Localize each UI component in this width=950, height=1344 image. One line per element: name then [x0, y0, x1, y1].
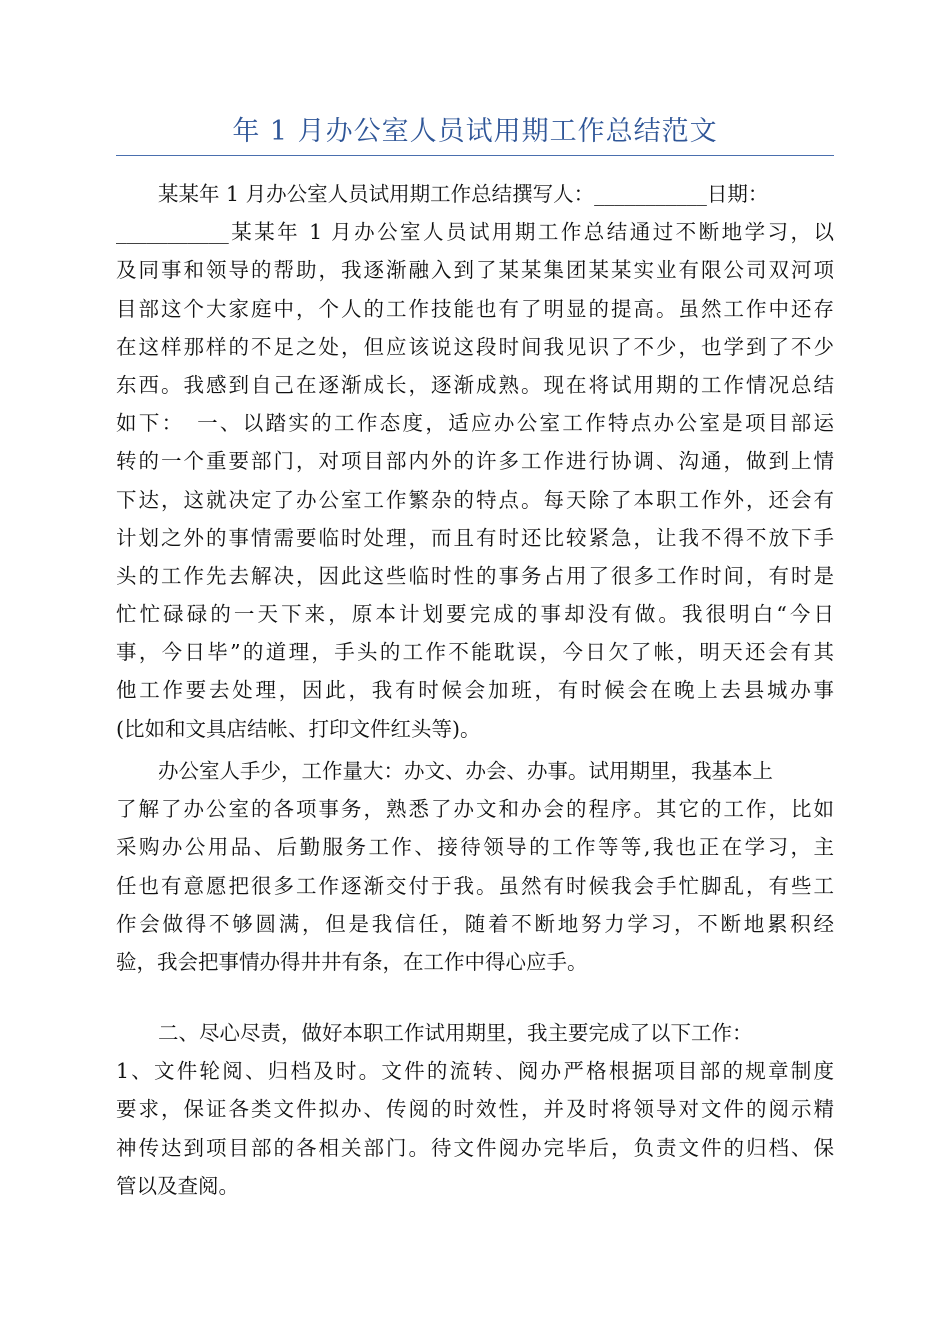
- text-line: 管以及查阅。: [116, 1173, 239, 1198]
- document-title: 年 1 月办公室人员试用期工作总结范文: [232, 116, 718, 147]
- paragraph-2: [116, 752, 834, 981]
- text-line: 忙忙碌碌的一天下来，原本计划要完成的事却没有做。我很明白“今日: [116, 602, 834, 627]
- text-line: 神传达到项目部的各相关部门。待文件阅办完毕后，负责文件的归档、保: [116, 1135, 834, 1160]
- text-line: 下达，这就决定了办公室工作繁杂的特点。每天除了本职工作外，还会有: [116, 487, 834, 512]
- text-line: (比如和文具店结帐、打印文件红头等)。: [116, 716, 481, 741]
- text-line: 作会做得不够圆满，但是我信任，随着不断地努力学习，不断地累积经: [116, 911, 834, 936]
- text-line: 东西。我感到自己在逐渐成长，逐渐成熟。现在将试用期的工作情况总结: [116, 372, 834, 397]
- paragraph-1: [116, 175, 834, 748]
- text-line: 了解了办公室的各项事务，熟悉了办文和办会的程序。其它的工作，比如: [116, 797, 834, 822]
- text-line: 转的一个重要部门，对项目部内外的许多工作进行协调、沟通，做到上情: [116, 449, 834, 474]
- paragraph-3: [116, 1014, 834, 1205]
- text-line: 及同事和领导的帮助，我逐渐融入到了某某集团某某实业有限公司双河项: [116, 258, 834, 283]
- text-line: 二、尽心尽责，做好本职工作试用期里，我主要完成了以下工作：: [158, 1021, 753, 1045]
- text-line: 某某年 1 月办公室人员试用期工作总结撰写人：___________日期：: [158, 182, 769, 206]
- text-line: 他工作要去处理，因此，我有时候会加班，有时候会在晚上去县城办事: [116, 678, 834, 703]
- text-line: 1、文件轮阅、归档及时。文件的流转、阅办严格根据项目部的规章制度: [116, 1059, 834, 1084]
- text-line: 在这样那样的不足之处，但应该说这段时间我见识了不少，也学到了不少: [116, 334, 834, 359]
- text-line: 事，今日毕”的道理，手头的工作不能耽误，今日欠了帐，明天还会有其: [116, 640, 834, 665]
- text-line: 要求，保证各类文件拟办、传阅的时效性，并及时将领导对文件的阅示精: [116, 1097, 834, 1122]
- text-line: 目部这个大家庭中，个人的工作技能也有了明显的提高。虽然工作中还存: [116, 296, 834, 321]
- text-line: 任也有意愿把很多工作逐渐交付于我。虽然有时候我会手忙脚乱，有些工: [116, 873, 834, 898]
- text-line: 采购办公用品、后勤服务工作、接待领导的工作等等,我也正在学习，主: [116, 835, 834, 860]
- title-underline: [116, 155, 834, 156]
- text-line: ___________某某年 1 月办公室人员试用期工作总结通过不断地学习，以: [116, 220, 834, 245]
- text-line: 头的工作先去解决，因此这些临时性的事务占用了很多工作时间，有时是: [116, 563, 834, 588]
- text-line: 验，我会把事情办得井井有条，在工作中得心应手。: [116, 949, 588, 974]
- text-line: 如下： 一、以踏实的工作态度，适应办公室工作特点办公室是项目部运: [116, 411, 834, 436]
- text-line: 计划之外的事情需要临时处理，而且有时还比较紧急，让我不得不放下手: [116, 525, 834, 550]
- text-line: 办公室人手少，工作量大：办文、办会、办事。试用期里，我基本上: [158, 759, 773, 783]
